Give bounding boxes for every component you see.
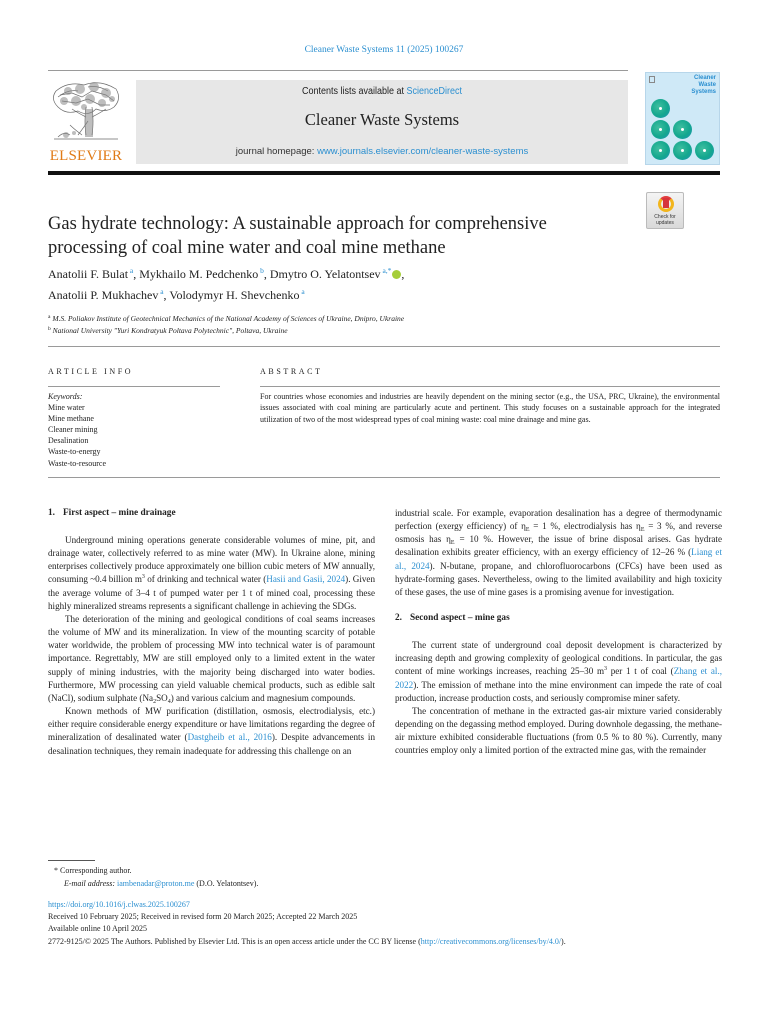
cover-publisher-icon bbox=[649, 76, 655, 83]
divider bbox=[48, 477, 720, 478]
license-link[interactable]: http://creativecommons.org/licenses/by/4.0/ bbox=[420, 936, 562, 946]
author-name[interactable]: Anatolii P. Mukhachev bbox=[48, 288, 159, 302]
paragraph-continued: industrial scale. For example, evaporation desalination has a degree of thermodynamic perfection (exergy efficiency) of $\eta_E = 1$ %, electrodialysis has $\eta_E = 3$ %, and reverse osmosis has $\eta_E = 10$ %. However, the issue of brine disposal arises. Gas hydrate desalination exhibits greater efficiency, with an exergy efficiency of 12–26 % (Liang et al., 2024). N-butane, propane, and chlorofluorocarbons (CFCs) have been used as hydrate-forming gases. Nevertheless, owing to the limited availability and high toxicity of these gases, the use of mine gases is a promising avenue for investigation. bbox=[395, 508, 722, 597]
keyword: Cleaner mining bbox=[48, 425, 98, 435]
citation-link[interactable]: Liang et al., 2024 bbox=[395, 547, 722, 571]
affiliation-marker[interactable]: a bbox=[129, 266, 134, 275]
footnotes bbox=[54, 864, 694, 890]
affiliation bbox=[48, 324, 688, 336]
divider bbox=[48, 386, 220, 387]
abstract-text: For countries whose economies and industries are heavily dependent on the mining sector (e.g., the USA, PRC, Ukraine), the environmental issues associated with coal mining are particularly acute and pertinent. This study focuses on a sustainable approach for the integrated utilization of two of the most widespread types of coal mining waste: coal mine drainage and mine gas. bbox=[260, 392, 720, 424]
divider bbox=[260, 386, 720, 387]
section-heading bbox=[48, 507, 375, 520]
email-link[interactable]: iambenadar@proton.me bbox=[117, 879, 195, 888]
section-title: Second aspect – mine gas bbox=[410, 613, 510, 624]
paragraph: The deterioration of the mining and geological conditions of coal seams increases the volume of MW and its mineralization. In view of the mounting scarcity of potable water worldwide, the problem of processing MW into technical water is of paramount importance. Regrettably, MW are still employed only to a limited extent in the water supply of mining industries, with the majority being discharged into water bodies. Furthermore, MW processing can yield valuable chemical products, such as edible salt (NaCl), sodium sulphate $(Na_2SO_4)$ and various calcium and magnesium compounds. bbox=[48, 613, 375, 705]
citation-link[interactable]: Zhang et al., 2022 bbox=[395, 666, 723, 690]
body-column-right bbox=[395, 507, 722, 758]
author-name[interactable]: Mykhailo M. Pedchenko bbox=[139, 267, 259, 281]
journal-citation-link[interactable]: Cleaner Waste Systems 11 (2025) 100267 bbox=[304, 45, 464, 55]
keyword: Mine methane bbox=[48, 414, 94, 424]
cover-title bbox=[691, 75, 716, 96]
cover-disc-icon bbox=[673, 141, 692, 160]
title-line: Gas hydrate technology: A sustainable approach for comprehensive bbox=[48, 214, 547, 234]
journal-cover-thumbnail[interactable] bbox=[645, 72, 720, 165]
keywords-label: Keywords: bbox=[48, 392, 83, 401]
author-list: Anatolii F. Bulat $^a$, Mykhailo M. Pedchenko $^b$, Dmytro O. Yelatontsev $^{a,*}$ , Anatolii P. Mukhachev $^a$, Volodymyr H. Shevchenko $^a$ bbox=[48, 266, 405, 302]
section-heading bbox=[395, 612, 722, 625]
homepage-line bbox=[136, 146, 628, 157]
cover-disc-icon bbox=[651, 120, 670, 139]
cover-title-line: Waste bbox=[698, 82, 716, 88]
doi-link[interactable]: https://doi.org/10.1016/j.clwas.2025.100267 bbox=[48, 900, 190, 909]
author-name[interactable]: Anatolii F. Bulat bbox=[48, 267, 129, 281]
abstract-heading: ABSTRACT bbox=[260, 367, 323, 376]
section-number: 2. bbox=[395, 613, 402, 624]
masthead-rule bbox=[48, 171, 720, 175]
divider bbox=[48, 346, 720, 347]
check-for-updates-button[interactable] bbox=[646, 192, 684, 229]
title-line: processing of coal mine water and coal mine methane bbox=[48, 238, 446, 258]
keywords-list bbox=[48, 391, 228, 469]
cover-title-line: Systems bbox=[691, 89, 716, 95]
cover-disc-icon bbox=[695, 141, 714, 160]
publication-info bbox=[48, 899, 728, 948]
corresponding-author-note: * Corresponding author. bbox=[54, 866, 132, 875]
orcid-icon[interactable] bbox=[392, 270, 401, 279]
article-info-heading: ARTICLE INFO bbox=[48, 367, 134, 376]
keyword: Waste-to-energy bbox=[48, 447, 101, 457]
keyword: Desalination bbox=[48, 436, 89, 446]
homepage-prefix: journal homepage: bbox=[235, 146, 318, 157]
contents-line bbox=[161, 86, 604, 97]
affiliation bbox=[48, 312, 688, 324]
keyword: Waste-to-resource bbox=[48, 458, 106, 468]
affiliation-marker[interactable]: a,* bbox=[382, 266, 392, 275]
keyword: Mine water bbox=[48, 403, 85, 413]
footnote-rule bbox=[48, 860, 95, 861]
affiliations bbox=[48, 312, 688, 336]
section-number: 1. bbox=[48, 508, 55, 518]
body-column-left bbox=[48, 507, 375, 758]
citation-link[interactable]: Hasii and Gasii, 2024 bbox=[266, 574, 346, 585]
crossmark-flag-icon bbox=[663, 198, 669, 208]
article-title bbox=[48, 212, 608, 260]
tree-icon bbox=[48, 77, 124, 147]
affiliation-text: M.S. Poliakov Institute of Geotechnical Mechanics of the National Academy of Sciences of Ukraine, Dnipro, Ukraine bbox=[52, 314, 405, 323]
affiliation-marker[interactable]: b bbox=[260, 266, 264, 275]
contents-prefix: Contents lists available at bbox=[301, 86, 407, 97]
crossmark-label: Check for updates bbox=[654, 214, 676, 226]
cover-disc-icon bbox=[673, 120, 692, 139]
paragraph: The current state of underground coal deposit development is characterized by increasing depth and growing complexity of geological conditions. In particular, the gas content of mine workings increases, reaching 25–30 $m^3$ per 1 t of coal (Zhang et al., 2022). The emission of methane into the mine environment can impede the rate of coal production, increase production costs, and seriously compromise miner safety. bbox=[395, 640, 723, 703]
section-title: First aspect – mine drainage bbox=[63, 508, 176, 518]
author-name[interactable]: Dmytro O. Yelatontsev bbox=[269, 267, 381, 281]
sciencedirect-link[interactable]: ScienceDirect bbox=[406, 86, 463, 97]
cover-disc-icon bbox=[651, 141, 670, 160]
journal-homepage-link[interactable]: www.journals.elsevier.com/cleaner-waste-systems bbox=[317, 146, 529, 157]
affiliation-marker[interactable]: a bbox=[301, 287, 305, 296]
paragraph: Underground mining operations generate considerable volumes of mine, pit, and drainage water, collectively referred to as mine water (MW). In Ukraine alone, mining enterprises collectively produce approximately one billion cubic meters of MW annually, consuming ~0.4 billion $m^3$ of drinking and technical water (Hasii and Gasii, 2024). Given the average volume of 3–4 t of pumped water per 1 t of mined coal, processing these highly mineralized streams represents a significant challenge in achieving the SDGs. bbox=[48, 535, 375, 611]
email-note: E-mail address: iambenadar@proton.me (D.O. Yelatontsev). bbox=[64, 879, 259, 888]
journal-name: Cleaner Waste Systems bbox=[304, 110, 460, 129]
affiliation-marker[interactable]: a bbox=[160, 287, 164, 296]
journal-masthead bbox=[136, 80, 628, 164]
author-name[interactable]: Volodymyr H. Shevchenko bbox=[169, 288, 300, 302]
license-line: 2772-9125/© 2025 The Authors. Published by Elsevier Ltd. This is an open access article under the CC BY license (http://creativecommons.org/licenses/by/4.0/). bbox=[48, 936, 566, 946]
citation-link[interactable]: Dastgheib et al., 2016 bbox=[187, 732, 272, 743]
cover-title-line: Cleaner bbox=[693, 75, 716, 81]
affiliation-key: a bbox=[48, 314, 51, 320]
cover-disc-icon bbox=[651, 99, 670, 118]
received-dates: Received 10 February 2025; Received in revised form 20 March 2025; Accepted 22 March 2025 bbox=[48, 912, 358, 922]
elsevier-wordmark: ELSEVIER bbox=[49, 148, 123, 164]
affiliation-key: b bbox=[48, 326, 51, 332]
paragraph: The concentration of methane in the extracted gas-air mixture varied considerably depending on the degassing method employed. During downhole degassing, the methane-air mixture exhibited considerable fluctuations (from 0.5 % to 80 %). Currently, many countries employ only a limited portion of the extracted mine gas, with the remainder bbox=[395, 705, 722, 756]
available-online: Available online 10 April 2025 bbox=[48, 924, 147, 934]
affiliation-text: National University "Yuri Kondratyuk Poltava Polytechnic", Poltava, Ukraine bbox=[52, 326, 288, 335]
header-rule bbox=[48, 70, 628, 71]
paragraph: Known methods of MW purification (distillation, osmosis, electrodialysis, etc.) either require considerable energy expenditure or have limitations regarding the degree of mineralization of desalinated water (Dastgheib et al., 2016). Despite advancements in desalination techniques, they remain inadequate for addressing this challenge on an bbox=[48, 706, 375, 756]
